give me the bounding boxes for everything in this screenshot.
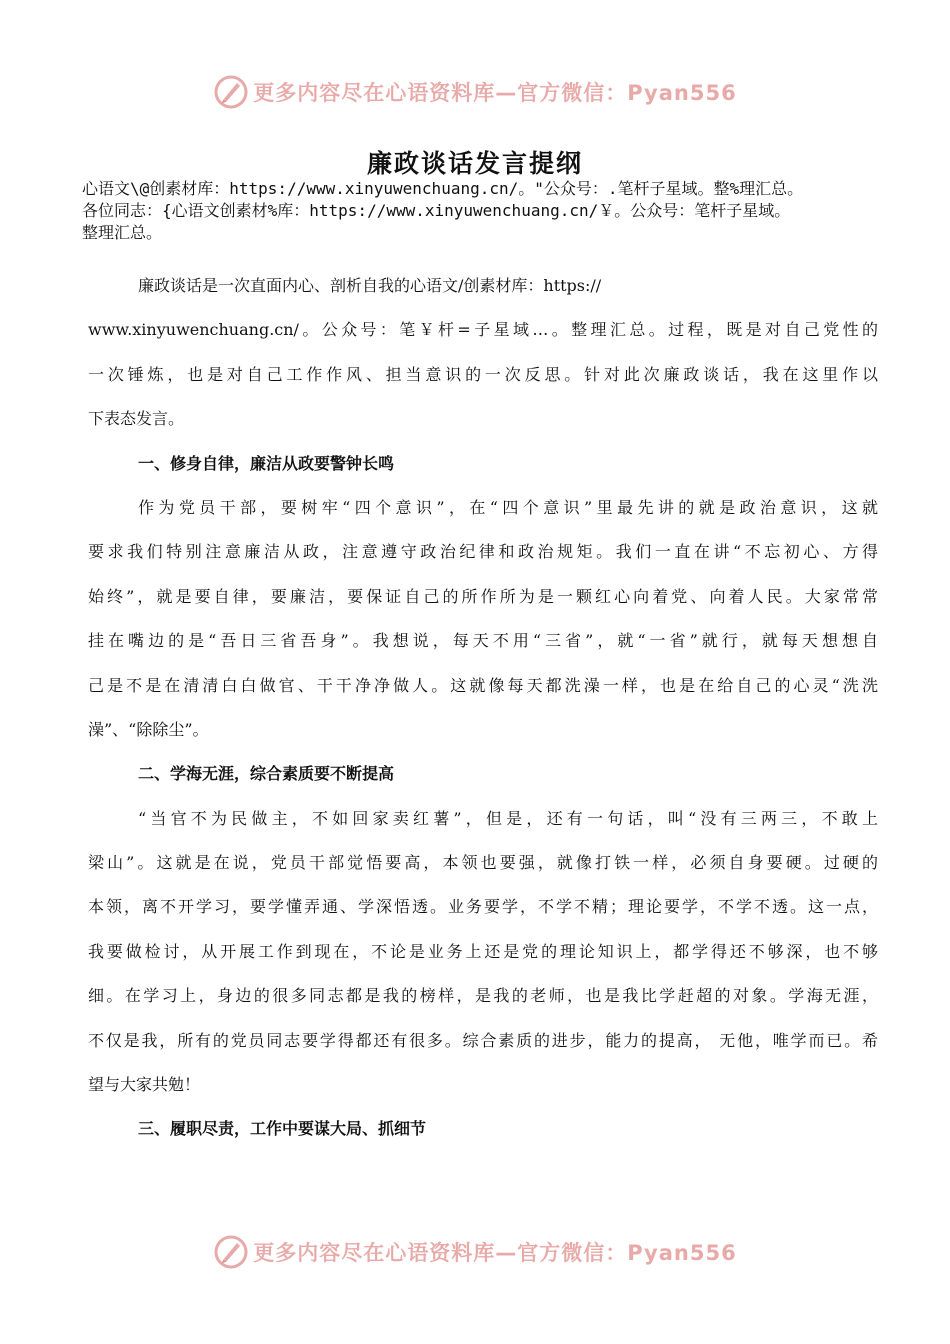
body-text-line: 不仅是我，所有的党员同志要学得都还有很多。综合素质的进步，能力的提高， 无他，唯学而已。希 bbox=[88, 1030, 878, 1050]
body-text-line: 始终”，就是要自律，要廉洁，要保证自己的所作所为是一颗红心向着党、向着人民。大家常常 bbox=[88, 586, 878, 606]
section-heading: 二、学海无涯，综合素质要不断提高 bbox=[138, 764, 395, 784]
body-text-line: 要求我们特别注意廉洁从政，注意遵守政治纪律和政治规矩。我们一直在讲“不忘初心、方得 bbox=[88, 542, 878, 562]
body-text-line: 本领，离不开学习，要学懂弄通、学深悟透。业务要学，不学不精；理论要学，不学不透。这一点， bbox=[88, 897, 878, 917]
document-body bbox=[88, 264, 878, 1152]
header-line: 整理汇总。 bbox=[82, 223, 163, 242]
body-text-line: 作为党员干部，要树牢“四个意识”，在“四个意识”里最先讲的就是政治意识，这就 bbox=[138, 497, 878, 517]
header-line: 心语文\@创素材库：https://www.xinyuwenchuang.cn/。"公众号：.笔杆子星域。整%理汇总。 bbox=[82, 179, 804, 198]
body-text-line: 梁山”。这就是在说，党员干部觉悟要高，本领也要强，就像打铁一样，必须自身要硬。过硬的 bbox=[88, 853, 878, 873]
body-text-line: 廉政谈话是一次直面内心、剖析自我的心语文/创素材库：https:// bbox=[138, 276, 602, 295]
watermark-text: 更多内容尽在心语资料库—官方微信：Pyan556 bbox=[253, 1241, 737, 1265]
body-text-line: 我要做检讨，从开展工作到现在，不论是业务上还是党的理论知识上，都学得还不够深，也不够 bbox=[88, 941, 878, 961]
header-line: 各位同志：{心语文创素材%库：https://www.xinyuwenchuang.cn/￥。公众号：笔杆子星域。 bbox=[82, 201, 791, 220]
pen-logo-icon bbox=[213, 1234, 249, 1270]
body-text-line: 澡”、“除除尘”。 bbox=[88, 719, 209, 739]
body-text-line: 挂在嘴边的是“吾日三省吾身”。我想说，每天不用“三省”，就“一省”就行，就每天想想自 bbox=[88, 631, 878, 651]
section-heading: 三、履职尽责，工作中要谋大局、抓细节 bbox=[138, 1119, 427, 1139]
watermark-text: 更多内容尽在心语资料库—官方微信：Pyan556 bbox=[253, 81, 737, 105]
body-text-line: 一次锤炼，也是对自己工作作风、担当意识的一次反思。针对此次廉政谈话，我在这里作以 bbox=[88, 364, 878, 384]
pen-logo-icon bbox=[213, 74, 249, 110]
document-header-block bbox=[82, 178, 902, 244]
body-text-line: www.xinyuwenchuang.cn/。公众号：笔￥杆=子星域…。整理汇总。过程，既是对自己党性的 bbox=[88, 320, 878, 340]
top-watermark-banner bbox=[0, 72, 950, 112]
body-text-line: 望与大家共勉！ bbox=[88, 1075, 201, 1095]
body-text-line: 细。在学习上，身边的很多同志都是我的榜样，是我的老师，也是我比学赶超的对象。学海无涯， bbox=[88, 986, 878, 1006]
section-heading: 一、修身自律，廉洁从政要警钟长鸣 bbox=[138, 453, 395, 473]
bottom-watermark-banner bbox=[0, 1232, 950, 1272]
body-text-line: 下表态发言。 bbox=[88, 409, 185, 429]
body-text-line: “当官不为民做主，不如回家卖红薯”，但是，还有一句话，叫“没有三两三，不敢上 bbox=[138, 808, 878, 828]
document-title: 廉政谈话发言提纲 bbox=[366, 149, 583, 178]
body-text-line: 己是不是在清清白白做官、干干净净做人。这就像每天都洗澡一样，也是在给自己的心灵“洗洗 bbox=[88, 675, 878, 695]
